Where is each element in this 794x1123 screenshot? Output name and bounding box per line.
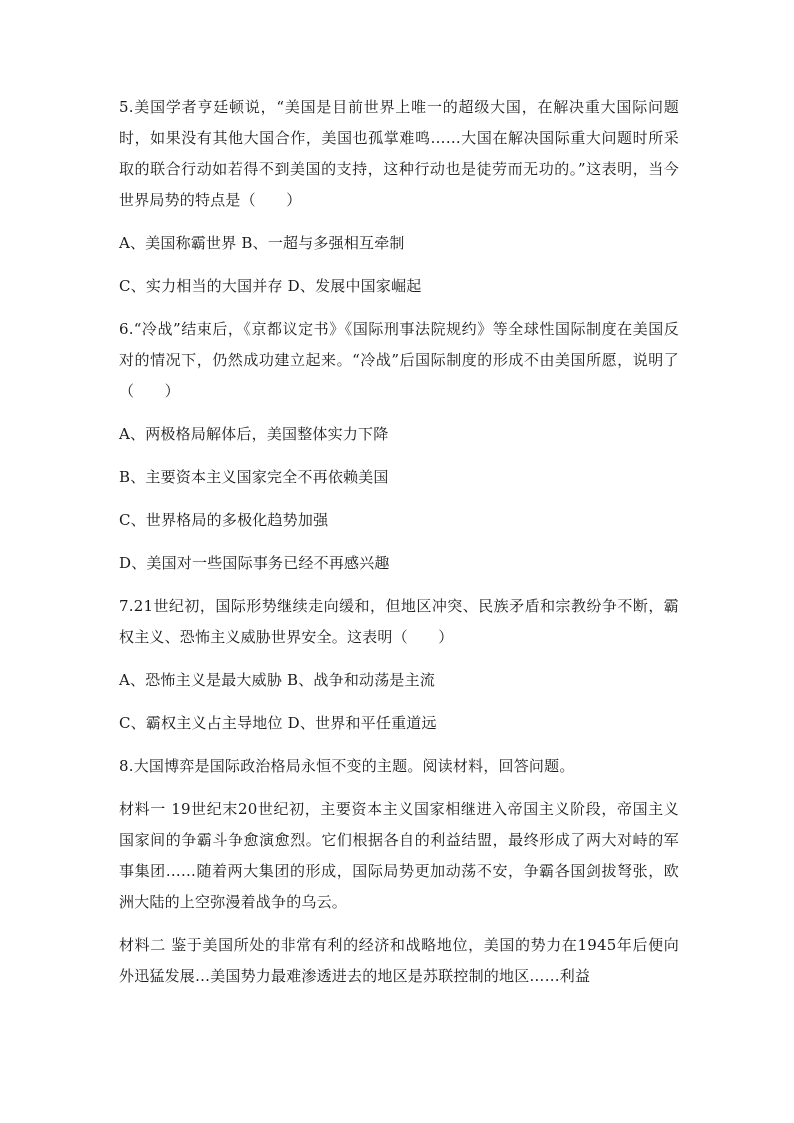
question-7-stem: 7.21世纪初，国际形势继续走向缓和，但地区冲突、民族矛盾和宗教纷争不断，霸权主义、恐怖主义威胁世界安全。这表明（ ）	[119, 597, 679, 646]
question-8-material-2: 材料二 鉴于美国所处的非常有利的经济和战略地位，美国的势力在1945年后便向外迅猛发展…美国势力最难渗透进去的地区是苏联控制的地区……利益	[119, 936, 679, 985]
question-6-option-b: B、主要资本主义国家完全不再依赖美国	[119, 468, 389, 486]
document-page	[119, 92, 679, 992]
question-5-options-ab: A、美国称霸世界 B、一超与多强相互牵制	[119, 234, 405, 252]
question-8-stem: 8.大国博弈是国际政治格局永恒不变的主题。阅读材料，回答问题。	[119, 757, 575, 775]
question-5-options-cd: C、实力相当的大国并存 D、发展中国家崛起	[119, 277, 422, 295]
question-6-option-c: C、世界格局的多极化趋势加强	[119, 511, 329, 529]
question-8-material-1: 材料一 19世纪末20世纪初，主要资本主义国家相继进入帝国主义阶段，帝国主义国家间的争霸斗争愈演愈烈。它们根据各自的利益结盟，最终形成了两大对峙的军事集团……随着两大集团的形成，国际局势更加动荡不安，争霸各国剑拔弩张，欧洲大陆的上空弥漫着战争的乌云。	[119, 800, 679, 911]
question-6-option-d: D、美国对一些国际事务已经不再感兴趣	[119, 554, 390, 572]
question-5-stem: 5.美国学者亨廷顿说，“美国是目前世界上唯一的超级大国，在解决重大国际问题时，如果没有其他大国合作，美国也孤掌难鸣……大国在解决国际重大问题时所采取的联合行动如若得不到美国的支持，这种行动也是徒劳而无功的。”这表明，当今世界局势的特点是（ ）	[119, 98, 679, 209]
question-6-stem: 6.“冷战”结束后，《京都议定书》《国际刑事法院规约》等全球性国际制度在美国反对的情况下，仍然成功建立起来。“冷战”后国际制度的形成不由美国所愿，说明了（ ）	[119, 320, 679, 400]
question-7-options-cd: C、霸权主义占主导地位 D、世界和平任重道远	[119, 714, 437, 732]
question-7-options-ab: A、恐怖主义是最大威胁 B、战争和动荡是主流	[119, 671, 436, 689]
question-6-option-a: A、两极格局解体后，美国整体实力下降	[119, 425, 389, 443]
